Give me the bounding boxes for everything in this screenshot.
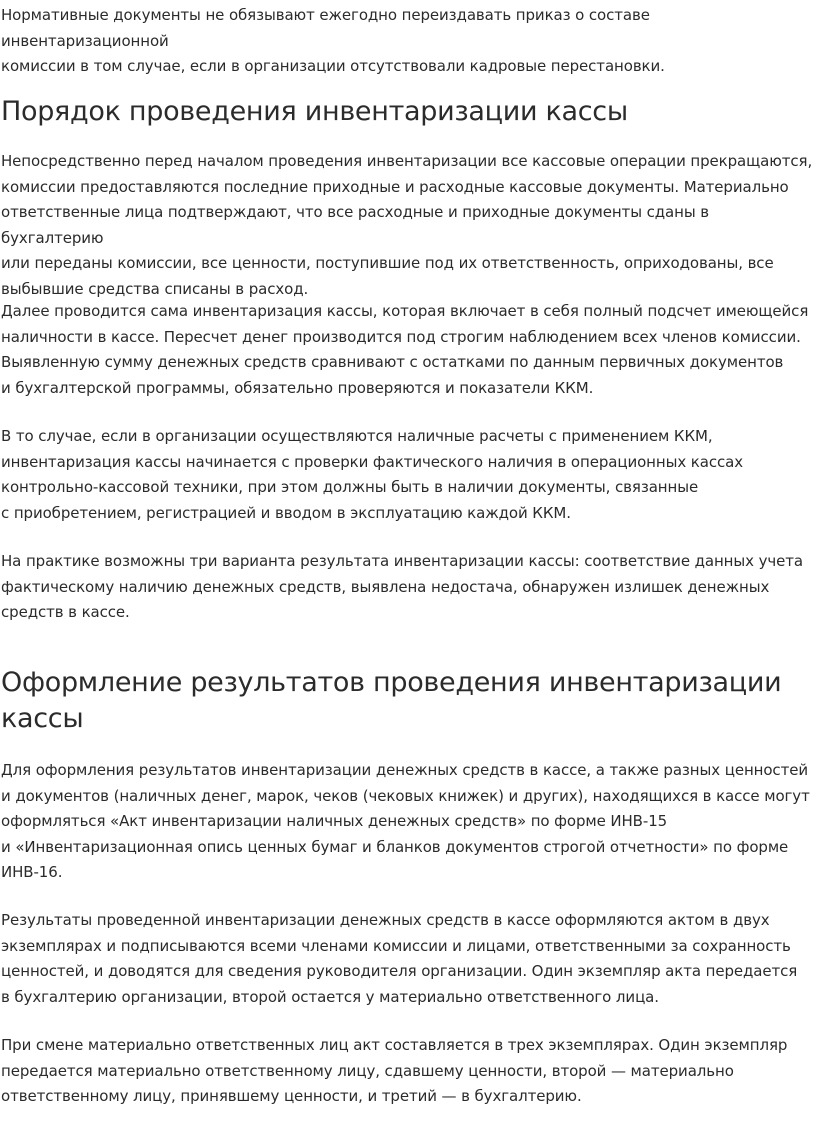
paragraph: В то случае, если в организации осуществляются наличные расчеты с применением ККМ, инвентаризация кассы начинается с проверки фактического наличия в операционных кассах контрольно-кассовой техники, при этом должны быть в наличии документы, связанные с приобретением, регистрацией и вводом в эксплуатацию каждой ККМ. [1, 427, 743, 522]
paragraph: Далее проводится сама инвентаризация кассы, которая включает в себя полный подсчет имеющейся наличности в кассе. Пересчет денег производится под строгим наблюдением всех членов комиссии. Выявленную сумму денежных средств сравнивают с остатками по данным первичных документов и бухгалтерской программы, обязательно проверяются и показатели ККМ. [1, 302, 809, 397]
paragraph: Непосредственно перед началом проведения инвентаризации все кассовые операции прекращаются, комиссии предоставляются последние приходные и расходные кассовые документы. Материально ответственные лица подтверждают, что все расходные и приходные документы сданы в бухгалтерию или переданы комиссии, все ценности, поступившие под их ответственность, оприходованы, все выбывшие средства списаны в расход. [1, 152, 813, 298]
section-heading-cash-inventory-procedure: Порядок проведения инвентаризации кассы [1, 96, 628, 127]
paragraph: Для оформления результатов инвентаризации денежных средств в кассе, а также разных ценностей и документов (наличных денег, марок, чеков (чековых книжек) и других), находящихся в кассе могут оформляться «Акт инвентаризации наличных денежных средств» по форме ИНВ-15 и «Инвентаризационная опись ценных бумаг и бланков документов строгой отчетности» по форме ИНВ-16. [1, 761, 810, 882]
section-heading-inventory-results: Оформление результатов проведения инвентаризации кассы [1, 667, 782, 734]
paragraph: Результаты проведенной инвентаризации денежных средств в кассе оформляются актом в двух экземплярах и подписываются всеми членами комиссии и лицами, ответственными за сохранность ценностей, и доводятся для сведения руководителя организации. Один экземпляр акта передается в бухгалтерию организации, второй остается у материально ответственного лица. [1, 911, 798, 1006]
paragraph: На практике возможны три варианта результата инвентаризации кассы: соответствие данных учета фактическому наличию денежных средств, выявлена недостача, обнаружен излишек денежных средств в кассе. [1, 552, 803, 622]
intro-paragraph: Нормативные документы не обязывают ежегодно переиздавать приказ о составе инвентаризационной комиссии в том случае, если в организации отсутствовали кадровые перестановки. [1, 6, 665, 76]
paragraph: При смене материально ответственных лиц акт составляется в трех экземплярах. Один экземпляр передается материально ответственному лицу, сдавшему ценности, второй — материально ответственному лицу, принявшему ценности, и третий — в бухгалтерию. [1, 1036, 788, 1106]
